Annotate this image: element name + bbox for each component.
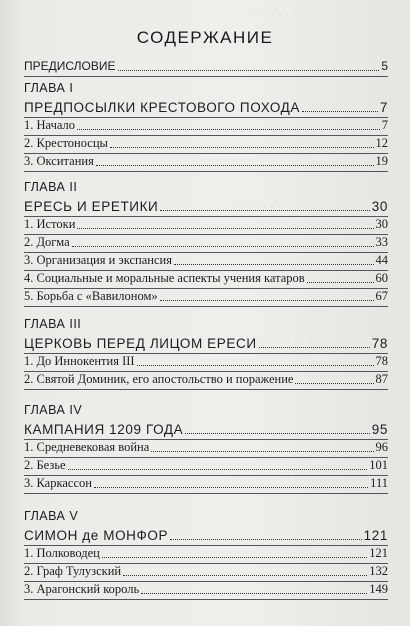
toc-entry-label: 2. Крестоносцы	[24, 136, 108, 150]
toc-entry-page: 33	[375, 235, 388, 249]
toc-entry-page: 78	[371, 336, 388, 351]
dot-leader	[160, 300, 374, 301]
chapter-title: СИМОН де МОНФОР	[24, 528, 169, 543]
toc-entry-label: 1. Начало	[24, 118, 76, 132]
show-through-text: · · · · · · · · · · · ·	[235, 200, 316, 214]
chapter-title-entry	[24, 196, 388, 214]
toc-entry-page: 149	[369, 582, 388, 596]
chapter-title-entry	[24, 419, 388, 437]
toc-entry	[24, 268, 388, 286]
toc-entry-page: 101	[369, 458, 388, 472]
toc-entry-page: 67	[375, 289, 388, 303]
dot-leader	[68, 469, 368, 470]
dot-leader	[110, 147, 374, 148]
chapter-title: КАМПАНИЯ 1209 ГОДА	[24, 422, 184, 437]
toc-entry-page: 78	[375, 354, 388, 368]
chapter-title-entry	[24, 525, 388, 543]
dot-leader	[77, 228, 373, 229]
chapter-title-entry	[24, 97, 388, 115]
dot-leader	[96, 165, 374, 166]
divider	[24, 389, 388, 390]
chapter-title: ПРЕДПОСЫЛКИ КРЕСТОВОГО ПОХОДА	[24, 100, 301, 115]
toc-entry	[24, 250, 388, 268]
toc-entry-label: 3. Каркассон	[24, 476, 92, 490]
dot-leader	[72, 246, 374, 247]
toc-entry-page: 60	[375, 271, 388, 285]
divider	[24, 76, 388, 77]
toc-entry-page: 96	[375, 440, 388, 454]
toc-entry-label: 2. Догма	[24, 235, 70, 249]
toc-entry	[24, 286, 388, 304]
toc-entry-label: 4. Социальные и моральные аспекты учения катаров	[24, 271, 305, 285]
chapter-label: ГЛАВА IV	[24, 403, 83, 417]
toc-entry	[24, 232, 388, 250]
toc-entry-page: 44	[375, 253, 388, 267]
dot-leader	[151, 451, 373, 452]
toc-entry-label: 1. До Иннокентия III	[24, 354, 135, 368]
toc-entry	[24, 351, 388, 369]
toc-entry-label: 3. Организация и экспансия	[24, 253, 172, 267]
toc-entry-page: 19	[375, 154, 388, 168]
dot-leader	[77, 129, 380, 130]
show-through-text: · · · · · · · · ·	[250, 8, 310, 22]
dot-leader	[141, 593, 367, 594]
toc-entry-page: 121	[363, 528, 388, 543]
toc-entry	[24, 133, 388, 151]
chapter-label: ГЛАВА V	[24, 509, 79, 523]
divider	[24, 493, 388, 494]
divider	[24, 306, 388, 307]
toc-entry	[24, 151, 388, 169]
dot-leader	[118, 70, 380, 71]
toc-entry-page: 7	[381, 118, 388, 132]
toc-entry	[24, 437, 388, 455]
toc-entry-label: 2. Святой Доминик, его апостольство и поражение	[24, 372, 294, 386]
dot-leader	[94, 487, 368, 488]
dot-leader	[302, 111, 378, 112]
divider	[24, 171, 388, 172]
show-through-text: · · · · · · · · · ·	[245, 330, 312, 344]
toc-entry	[24, 455, 388, 473]
dot-leader	[160, 210, 369, 211]
chapter-title: ЦЕРКОВЬ ПЕРЕД ЛИЦОМ ЕРЕСИ	[24, 336, 257, 351]
toc-entry-label: 2. Граф Тулузский	[24, 564, 122, 578]
toc-entry-label: 5. Борьба с «Вавилоном»	[24, 289, 158, 303]
show-through-text: · · · · · · · · · · ·	[230, 470, 304, 484]
dot-leader	[102, 557, 367, 558]
toc-entry-page: 111	[370, 476, 388, 490]
toc-entry-page: 12	[375, 136, 388, 150]
toc-entry	[24, 214, 388, 232]
dot-leader	[295, 383, 373, 384]
toc-entry-page: 30	[371, 199, 388, 214]
toc-entry-label: 1. Средневековая война	[24, 440, 150, 454]
divider	[24, 599, 388, 600]
show-through-text: · · · · · · · · · · ·	[240, 70, 314, 84]
toc-entry-label: 3. Арагонский король	[24, 582, 140, 596]
toc-entry-label: 3. Окситания	[24, 154, 94, 168]
toc-entry	[24, 115, 388, 133]
toc-entry-label: 1. Полководец	[24, 546, 100, 560]
toc-entry	[24, 561, 388, 579]
toc-entry-label: ПРЕДИСЛОВИЕ	[24, 59, 116, 73]
chapter-label: ГЛАВА I	[24, 81, 74, 95]
chapter-label: ГЛАВА III	[24, 317, 82, 331]
toc-entry-label: 1. Истоки	[24, 217, 76, 231]
chapter-title: ЕРЕСЬ И ЕРЕТИКИ	[24, 199, 159, 214]
toc-entry-page: 5	[381, 59, 388, 73]
toc-entry	[24, 369, 388, 387]
dot-leader	[185, 433, 370, 434]
chapter-title-entry	[24, 333, 388, 351]
dot-leader	[170, 539, 362, 540]
dot-leader	[174, 264, 374, 265]
toc-entry-page: 7	[379, 100, 388, 115]
dot-leader	[137, 365, 374, 366]
dot-leader	[259, 347, 370, 348]
toc-entry-preface	[24, 56, 388, 74]
toc-entry-page: 30	[375, 217, 388, 231]
toc-entry-page: 87	[375, 372, 388, 386]
toc-entry-page: 95	[371, 422, 388, 437]
page-title: СОДЕРЖАНИЕ	[136, 28, 274, 47]
chapter-label: ГЛАВА II	[24, 180, 78, 194]
toc-entry-page: 121	[369, 546, 388, 560]
toc-entry	[24, 579, 388, 597]
toc-entry	[24, 543, 388, 561]
toc-entry-page: 132	[369, 564, 388, 578]
toc-entry	[24, 473, 388, 491]
dot-leader	[123, 575, 367, 576]
dot-leader	[307, 282, 374, 283]
toc-entry-label: 2. Безье	[24, 458, 66, 472]
